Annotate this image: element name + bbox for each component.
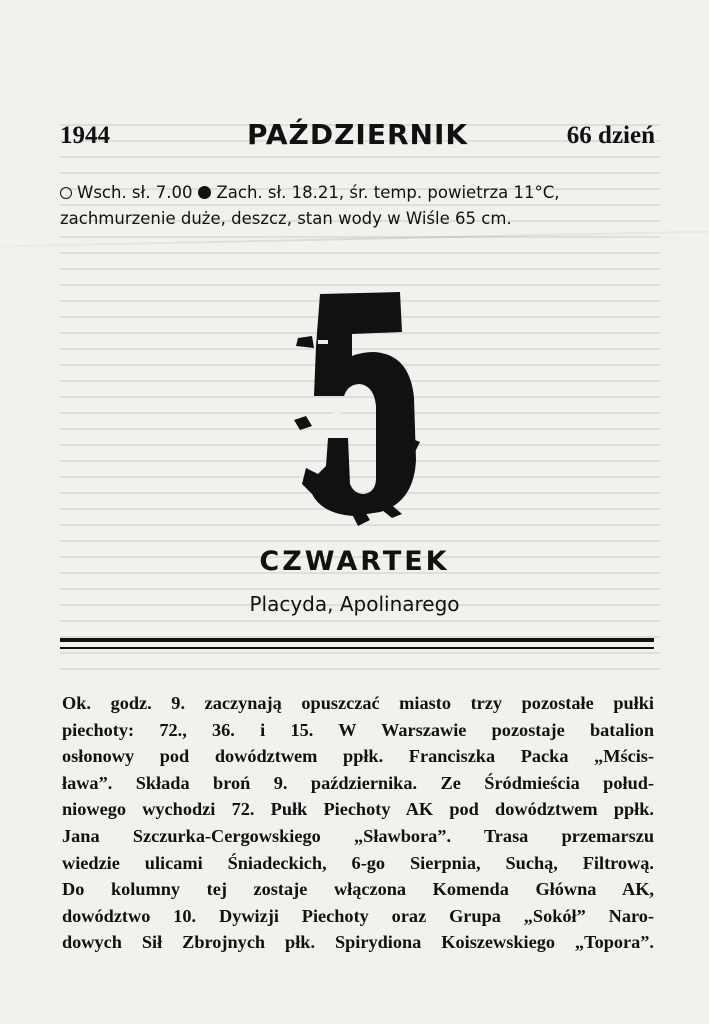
sunrise-text: Wsch. sł. 7.00 <box>77 183 193 202</box>
body-line: dowództwo 10. Dywizji Piechoty oraz Grupa „Sokół” Naro- <box>62 905 654 926</box>
open-circle-icon <box>60 187 72 199</box>
event-description <box>62 690 654 956</box>
body-line: ława”. Składa broń 9. października. Ze Śródmieścia połud- <box>62 772 654 793</box>
body-line: niowego wychodzi 72. Pułk Piechoty AK pod dowództwem ppłk. <box>62 799 654 820</box>
day-number-graphic <box>292 288 422 532</box>
body-line: piechoty: 72., 36. i 15. W Warszawie pozostaje batalion <box>62 719 654 740</box>
body-line: Jana Szczurka-Cergowskiego „Sławbora”. Trasa przemarszu <box>62 825 654 846</box>
day-count: 66 dzień <box>566 122 655 149</box>
body-line: Do kolumny tej zostaje włączona Komenda Główna AK, <box>62 879 654 900</box>
day-number-5 <box>292 288 422 528</box>
page-header <box>60 118 655 158</box>
body-line: Ok. godz. 9. zaczynają opuszczać miasto trzy pozostałe pułki <box>62 693 654 713</box>
sunset-weather-text: Zach. sł. 18.21, śr. temp. powietrza 11°C, <box>216 183 560 202</box>
weekday: CZWARTEK <box>259 546 450 577</box>
body-line: dowych Sił Zbrojnych płk. Spirydiona Koiszewskiego „Topora”. <box>62 932 654 953</box>
weather-line-1 <box>60 180 660 206</box>
body-line: wiedzie ulicami Śniadeckich, 6-go Sierpnia, Suchą, Filtrową. <box>62 852 654 873</box>
weather-info <box>60 180 660 232</box>
namedays: Placyda, Apolinarego <box>249 592 460 616</box>
paper-crease <box>0 231 709 248</box>
month-title: PAŹDZIERNIK <box>246 118 469 151</box>
divider-thin <box>60 647 654 649</box>
weather-line-2: zachmurzenie duże, deszcz, stan wody w Wiśle 65 cm. <box>60 209 512 228</box>
filled-circle-icon <box>198 186 211 199</box>
body-line: osłonowy pod dowództwem ppłk. Franciszka Packa „Mścis- <box>62 746 654 767</box>
year: 1944 <box>60 122 110 149</box>
divider-thick <box>60 638 654 642</box>
